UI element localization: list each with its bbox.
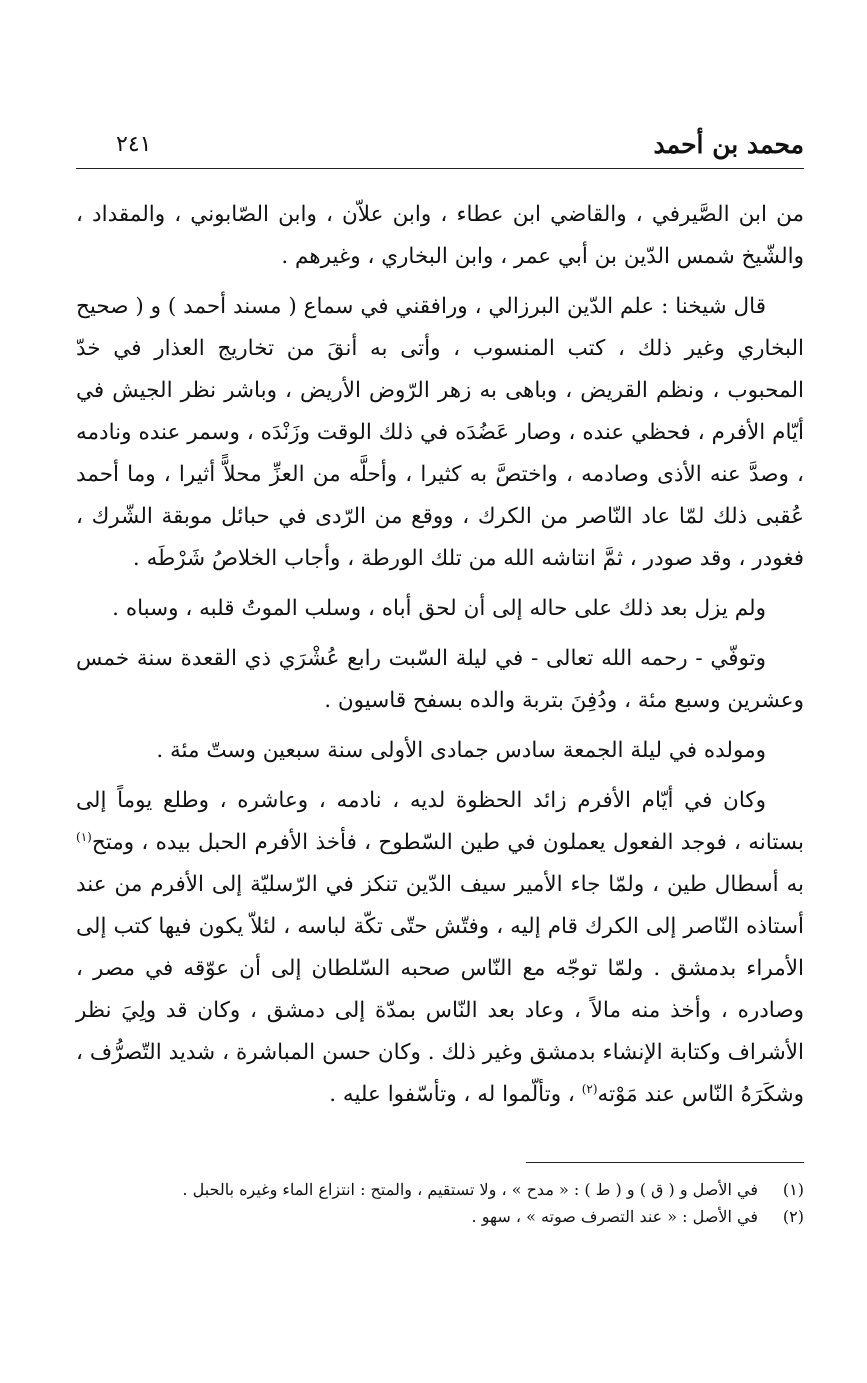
running-title: محمد بن أحمد [653, 130, 804, 159]
paragraph-6-text-1: وكان في أيّام الأفرم زائد الحظوة لديه ، نادمه ، وعاشره ، وطلع يوماً إلى بستانه ، فوجد الفعول يعملون في طين السّطوح ، فأخذ الأفرم الحبل بيده ، ومتح [76, 788, 804, 855]
page-header [76, 128, 804, 162]
paragraph-1: من ابن الصَّيرفي ، والقاضي ابن عطاء ، وابن علاّن ، وابن الصّابوني ، والمقداد ، والشّيخ شمس الدّين بن أبي عمر ، وابن البخاري ، وغيرهم . [76, 202, 804, 269]
page-number: ٢٤١ [116, 132, 152, 157]
main-text [76, 194, 804, 1124]
footnote-ref-1: (١) [76, 829, 92, 844]
paragraph-2: قال شيخنا : علم الدّين البرزالي ، ورافقني في سماع ( مسند أحمد ) و ( صحيح البخاري وغير ذلك ، كتب المنسوب ، وأتى به أنقَ من تخاريج العذار في خدّ المحبوب ، ونظم القريض ، وباهى به زهر الرّوض الأريض ، وباشر نظر الجيش في أيّام الأفرم ، فحظي عنده ، وصار عَضُدَه في ذلك الوقت وزَنْدَه ، وسمر عنده ونادمه ، وصدَّ عنه الأذى وصادمه ، واختصَّ به كثيرا ، وأحلَّه من العزِّ محلاًّ أثيرا ، وما أحمد عُقبى ذلك لمّا عاد النّاصر من الكرك ، ووقع من الرّدى في حبائل موبقة الشّرك ، فغودر ، وقد صودر ، ثمَّ انتاشه الله من تلك الورطة ، وأجاب الخلاصُ شَرْطَه . [76, 294, 804, 571]
paragraph-6-text-3: ، وتألّموا له ، وتأسّفوا عليه . [329, 1082, 582, 1107]
paragraph-4: وتوفّي - رحمه الله تعالى - في ليلة السّبت رابع عُشْرَي ذي القعدة سنة خمس وعشرين وسبع مئة ، ودُفِنَ بتربة والده بسفح قاسيون . [76, 646, 804, 713]
footnote-text: في الأصل : « عند التصرف صوته » ، سهو . [471, 1207, 758, 1226]
footnote-number: (١) [782, 1180, 804, 1199]
paragraph-6 [76, 780, 804, 1116]
footnotes [76, 1176, 804, 1230]
footnote-number: (٢) [782, 1207, 804, 1226]
footnote-2 [76, 1203, 804, 1230]
header-rule [76, 168, 804, 169]
footnote-ref-2: (٢) [581, 1081, 598, 1096]
paragraph-3: ولم يزل بعد ذلك على حاله إلى أن لحق أباه ، وسلب الموتُ قلبه ، وسباه . [112, 596, 766, 621]
footnote-rule [526, 1162, 804, 1163]
paragraph-5: ومولده في ليلة الجمعة سادس جمادى الأولى سنة سبعين وستّ مئة . [156, 738, 766, 763]
paragraph-6-text-2: به أسطال طين ، ولمّا جاء الأمير سيف الدّين تنكز في الرّسليّة إلى الأفرم من عند أستاذه النّاصر إلى الكرك قام إليه ، وفتّش حتّى تكّة لباسه ، لئلاّ يكون فيها كتب إلى الأمراء بدمشق . ولمّا توجّه مع النّاس صحبه السّلطان إلى أن عوّقه في مصر ، وصادره ، وأخذ منه مالاً ، وعاد بعد النّاس بمدّة إلى دمشق ، وكان قد ولِيَ نظر الأشراف وكتابة الإنشاء بدمشق وغير ذلك . وكان حسن المباشرة ، شديد التّصرُّف ، وشكَرَهُ النّاس عند مَوْته [76, 872, 804, 1107]
footnote-text: في الأصل و ( ق ) و ( ط ) : « مدح » ، ولا تستقيم ، والمتح : انتزاع الماء وغيره بالحبل . [182, 1180, 758, 1199]
footnote-1 [76, 1176, 804, 1203]
